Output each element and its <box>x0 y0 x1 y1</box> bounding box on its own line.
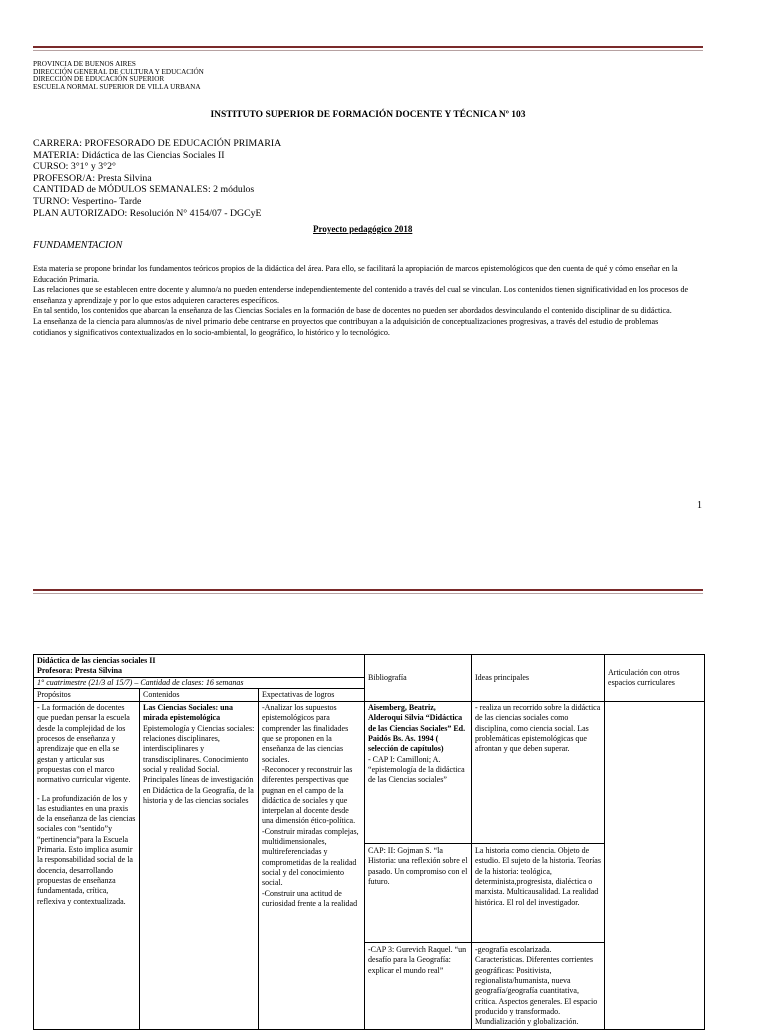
contenidos-body: Epistemología y Ciencias sociales: relaciones disciplinares, interdisciplinares y transdisciplinares. Conocimiento social y realidad Social. Principales líneas de investigación en Didáctica de la Geografía, de la historia y de las ciencias sociales <box>143 723 255 805</box>
col-header-contenidos: Contenidos <box>140 688 259 701</box>
bibliografia-chapter: - CAP I: Camilloni; A. “epistemología de la didáctica de las Ciencias sociales” <box>368 754 465 785</box>
idea-item: -geografía escolarizada. Características. Diferentes corrientes geográficas: Positivista, regionalista/humanista, nueva geografía/geografía cuantitativa, crítica. Aspectos generales. El espacio producido y transformado. Mundialización y globalización. <box>475 945 598 1027</box>
col-header-expectativas: Expectativas de logros <box>259 688 365 701</box>
bibliografia-block <box>365 942 471 976</box>
ideas-cell <box>472 702 605 1029</box>
bibliografia-chapter: CAP: II: Gojman S. “la Historia: una reflexión sobre el pasado. Un compromiso con el futuro. <box>368 846 468 887</box>
table-term: 1° cuatrimestre (21/3 al 15/7) – Cantidad de clases: 16 semanas <box>34 677 364 688</box>
bibliografia-block <box>365 843 471 934</box>
bibliografia-cell <box>365 702 472 1029</box>
articulacion-cell <box>605 702 705 1029</box>
page-break-rule <box>33 589 703 594</box>
fund-paragraph: En tal sentido, los contenidos que abarcan la enseñanza de las Ciencias Sociales en la formación de base de docentes no pueden ser abordados desvinculando el contenido disciplinar de su didáctica. <box>33 306 672 316</box>
expectativa-item: -Reconocer y reconstruir las diferentes perspectivas que pugnan en el campo de la didáctica de sociales y que interpelan al docente desde una dimensión ético-política. <box>262 764 356 826</box>
col-header-bibliografia: Bibliografía <box>365 655 472 702</box>
ideas-block <box>472 843 604 934</box>
idea-item: - realiza un recorrido sobre la didáctica de las ciencias sociales como disciplina, como ciencia social. Las problemáticas epistemológicas que afrontan y que deben superar. <box>475 703 601 754</box>
meta-plan: PLAN AUTORIZADO: Resolución N° 4154/07 - DGCyE <box>33 207 262 219</box>
fundamentacion-heading: FUNDAMENTACION <box>33 240 123 251</box>
fund-paragraph: Las relaciones que se establecen entre docente y alumno/a no pueden entenderse independientemente del contenido a través del cual se vinculan. Los contenidos tienen significatividad en los procesos de enseñanza y aprendizaje y por lo que estos adquieren caracteres específicos. <box>33 285 689 305</box>
table-row <box>34 702 705 1029</box>
ideas-block <box>475 703 601 835</box>
bibliografia-chapter: -CAP 3: Gurevich Raquel. “un desafío para la Geografía: explicar el mundo real” <box>368 945 467 975</box>
agency-line: ESCUELA NORMAL SUPERIOR DE VILLA URBANA <box>33 82 201 91</box>
bibliografia-block <box>368 703 468 835</box>
meta-modulos: CANTIDAD de MÓDULOS SEMANALES: 2 módulos <box>33 184 255 196</box>
fund-paragraph: Esta materia se propone brindar los fundamentos teóricos propios de la didáctica del área. Para ello, se facilitará la apropiación de marcos epistemológicos que den cuenta de qué y cómo enseñar en la Educación Primaria. <box>33 264 678 284</box>
propositos-cell <box>34 702 140 1029</box>
agency-line: DIRECCIÓN DE EDUCACIÓN SUPERIOR <box>33 75 165 84</box>
institute-title: INSTITUTO SUPERIOR DE FORMACIÓN DOCENTE Y TÉCNICA Nº 103 <box>210 110 526 120</box>
meta-curso: CURSO: 3°1° y 3°2° <box>33 161 116 173</box>
expectativa-item: -Analizar los supuestos epistemológicos para comprender las finalidades que se proponen en la enseñanza de las ciencias sociales. <box>262 703 349 764</box>
meta-turno: TURNO: Vespertino- Tarde <box>33 195 142 207</box>
page-number: 1 <box>697 500 702 511</box>
fundamentacion-body <box>33 264 693 338</box>
course-meta <box>33 138 281 219</box>
fund-paragraph: La enseñanza de la ciencia para alumnos/as de nivel primario debe centrarse en proyectos que contribuyan a la adquisición de conceptualizaciones progresivas, a través del estudio de problemas cotidianos y significativos contextualizados en lo socio-ambiental, lo geográfico, lo histórico y lo tecnológico. <box>33 316 659 337</box>
agency-line: PROVINCIA DE BUENOS AIRES <box>33 60 136 68</box>
expectativa-item: -Construir miradas complejas, multidimensionales, multireferenciadas y comprometidas de la realidad social y del conocimiento social. <box>262 826 359 888</box>
expectativa-item: -Construir una actitud de curiosidad frente a la realidad <box>262 888 358 908</box>
table-title-cell <box>34 655 365 689</box>
col-header-propositos: Propósitos <box>34 688 140 701</box>
table-teacher: Profesora: Presta Silvina <box>37 666 123 676</box>
project-title: Proyecto pedagógico 2018 <box>313 224 413 234</box>
col-header-articulacion: Articulación con otros espacios curriculares <box>605 655 705 702</box>
syllabus-table <box>33 654 705 1030</box>
col-header-ideas: Ideas principales <box>472 655 605 702</box>
proposito-item: - La formación de docentes que puedan pensar la escuela desde la complejidad de los procesos de enseñanza y aprendizaje que en ella se gestan y articular sus propuestas con el marco normativo curricular vigente. <box>37 703 131 785</box>
agency-line: DIRECCIÓN GENERAL DE CULTURA Y EDUCACIÓN <box>33 67 204 76</box>
table-title: Didáctica de las ciencias sociales II <box>37 656 156 665</box>
agency-header <box>33 61 204 91</box>
top-rule <box>33 46 703 51</box>
contenidos-title: Las Ciencias Sociales: una mirada epistemológica <box>143 703 234 723</box>
meta-profesor: PROFESOR/A: Presta Silvina <box>33 172 152 184</box>
contenidos-cell <box>140 702 259 1029</box>
table-header-row <box>34 655 705 689</box>
meta-carrera: CARRERA: PROFESORADO DE EDUCACIÓN PRIMARIA <box>33 138 282 149</box>
expectativas-cell <box>259 702 365 1029</box>
proposito-item: - La profundización de los y las estudiantes en una praxis de la enseñanza de las ciencias sociales con “sentido”y “pertinencia”para la Escuela Primaria. Esto implica asumir la responsabilidad social de la docencia, desarrollando propuestas de enseñanza fundamentada, crítica, reflexiva y contextualizada. <box>37 793 136 906</box>
ideas-block <box>472 942 604 1027</box>
idea-item: La historia como ciencia. Objeto de estudio. El sujeto de la historia. Teorías de la historia: teológica, determinista,progresista, dialéctica o marxista. Multicausalidad. La realidad histórica. El rol del investigador. <box>475 846 601 907</box>
meta-materia: MATERIA: Didáctica de las Ciencias Sociales II <box>33 149 225 161</box>
bibliografia-book: Aisemberg, Beatriz, Alderoqui Silvia “Didáctica de las Ciencias Sociales” Ed. Paidós Bs. As. 1994 ( selección de capítulos) <box>368 703 466 754</box>
